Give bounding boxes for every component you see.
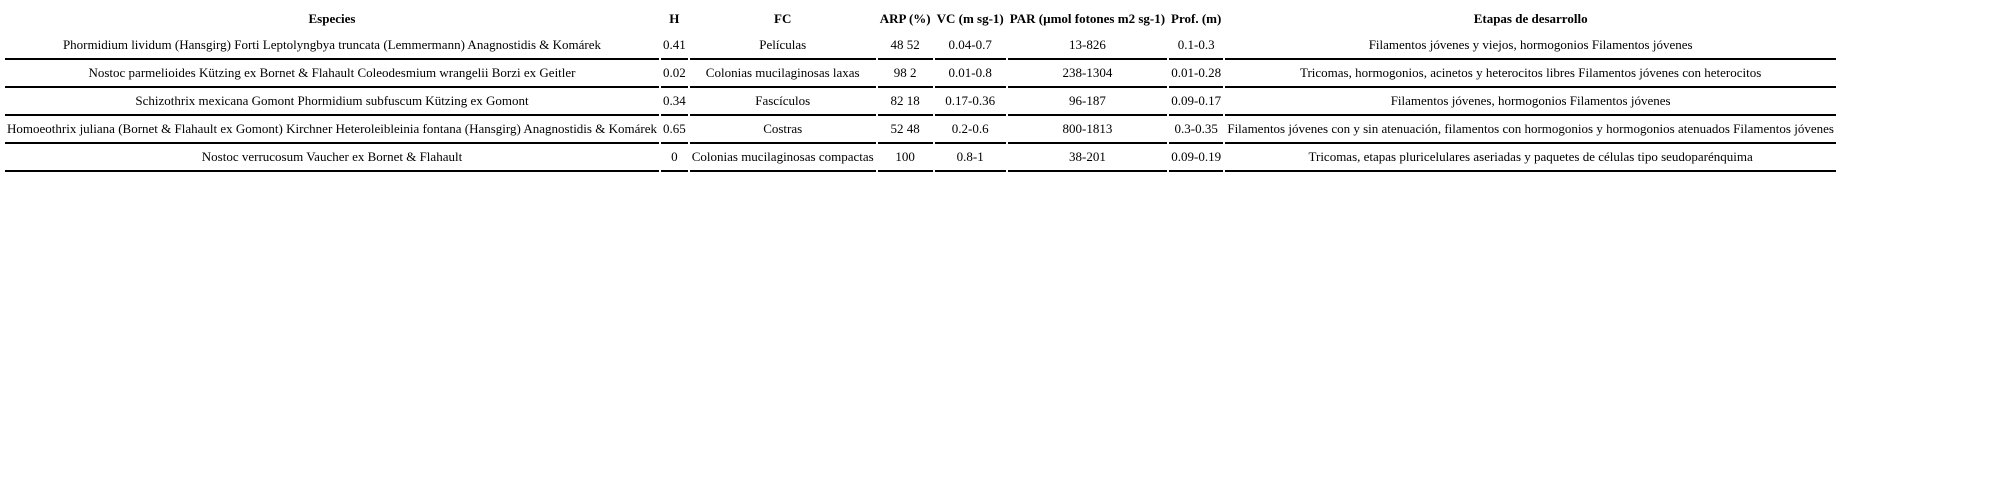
- cell-h: 0.41: [661, 32, 688, 60]
- cell-etapas: Filamentos jóvenes, hormogonios Filamentos jóvenes: [1225, 88, 1836, 116]
- cell-arp: 100: [878, 144, 933, 172]
- cell-h: 0: [661, 144, 688, 172]
- cell-fc: Fascículos: [690, 88, 876, 116]
- cell-fc: Colonias mucilaginosas laxas: [690, 60, 876, 88]
- cell-h: 0.02: [661, 60, 688, 88]
- cell-par: 38-201: [1008, 144, 1167, 172]
- table-body: [5, 32, 1836, 172]
- cell-vc: 0.01-0.8: [935, 60, 1006, 88]
- cell-arp: 98 2: [878, 60, 933, 88]
- cell-arp: 82 18: [878, 88, 933, 116]
- table-header: [5, 6, 1836, 32]
- table-row: [5, 60, 1836, 88]
- table-row: [5, 144, 1836, 172]
- header-fc: FC: [774, 11, 792, 26]
- cell-etapas: Tricomas, etapas pluricelulares aseriadas y paquetes de células tipo seudoparénquima: [1225, 144, 1836, 172]
- cell-par: 800-1813: [1008, 116, 1167, 144]
- cell-vc: 0.2-0.6: [935, 116, 1006, 144]
- cell-arp: 52 48: [878, 116, 933, 144]
- header-vc: VC (m sg-1): [936, 11, 1004, 26]
- header-par: PAR (µmol fotones m2 sg-1): [1009, 11, 1166, 26]
- cell-vc: 0.17-0.36: [935, 88, 1006, 116]
- cell-especies: Nostoc parmelioides Kützing ex Bornet & Flahault Coleodesmium wrangelii Borzi ex Geitler: [5, 60, 659, 88]
- cell-etapas: Tricomas, hormogonios, acinetos y heterocitos libres Filamentos jóvenes con heterocitos: [1225, 60, 1836, 88]
- cell-especies: Schizothrix mexicana Gomont Phormidium subfuscum Kützing ex Gomont: [5, 88, 659, 116]
- cell-h: 0.34: [661, 88, 688, 116]
- cell-especies: Homoeothrix juliana (Bornet & Flahault ex Gomont) Kirchner Heteroleibleinia fontana (Hansgirg) Anagnostidis & Komárek: [5, 116, 659, 144]
- cell-vc: 0.04-0.7: [935, 32, 1006, 60]
- table-row: [5, 88, 1836, 116]
- cell-par: 238-1304: [1008, 60, 1167, 88]
- cell-vc: 0.8-1: [935, 144, 1006, 172]
- cell-par: 96-187: [1008, 88, 1167, 116]
- cell-arp: 48 52: [878, 32, 933, 60]
- cell-especies: Phormidium lividum (Hansgirg) Forti Leptolyngbya truncata (Lemmermann) Anagnostidis & Komárek: [5, 32, 659, 60]
- cell-prof: 0.09-0.17: [1169, 88, 1223, 116]
- table-row: [5, 32, 1836, 60]
- header-h: H: [669, 11, 680, 26]
- cell-par: 13-826: [1008, 32, 1167, 60]
- cell-fc: Costras: [690, 116, 876, 144]
- cell-h: 0.65: [661, 116, 688, 144]
- cell-fc: Películas: [690, 32, 876, 60]
- cell-prof: 0.01-0.28: [1169, 60, 1223, 88]
- species-table: [3, 6, 1838, 172]
- cell-prof: 0.09-0.19: [1169, 144, 1223, 172]
- header-especies: Especies: [308, 11, 356, 26]
- header-row: [5, 6, 1836, 32]
- header-etapas: Etapas de desarrollo: [1473, 11, 1588, 26]
- cell-especies: Nostoc verrucosum Vaucher ex Bornet & Flahault: [5, 144, 659, 172]
- table-row: [5, 116, 1836, 144]
- cell-etapas: Filamentos jóvenes y viejos, hormogonios Filamentos jóvenes: [1225, 32, 1836, 60]
- header-prof: Prof. (m): [1171, 11, 1222, 26]
- cell-etapas: Filamentos jóvenes con y sin atenuación, filamentos con hormogonios y hormogonios atenuados Filamentos jóvenes: [1225, 116, 1836, 144]
- cell-prof: 0.3-0.35: [1169, 116, 1223, 144]
- cell-fc: Colonias mucilaginosas compactas: [690, 144, 876, 172]
- cell-prof: 0.1-0.3: [1169, 32, 1223, 60]
- header-arp: ARP (%): [879, 11, 931, 26]
